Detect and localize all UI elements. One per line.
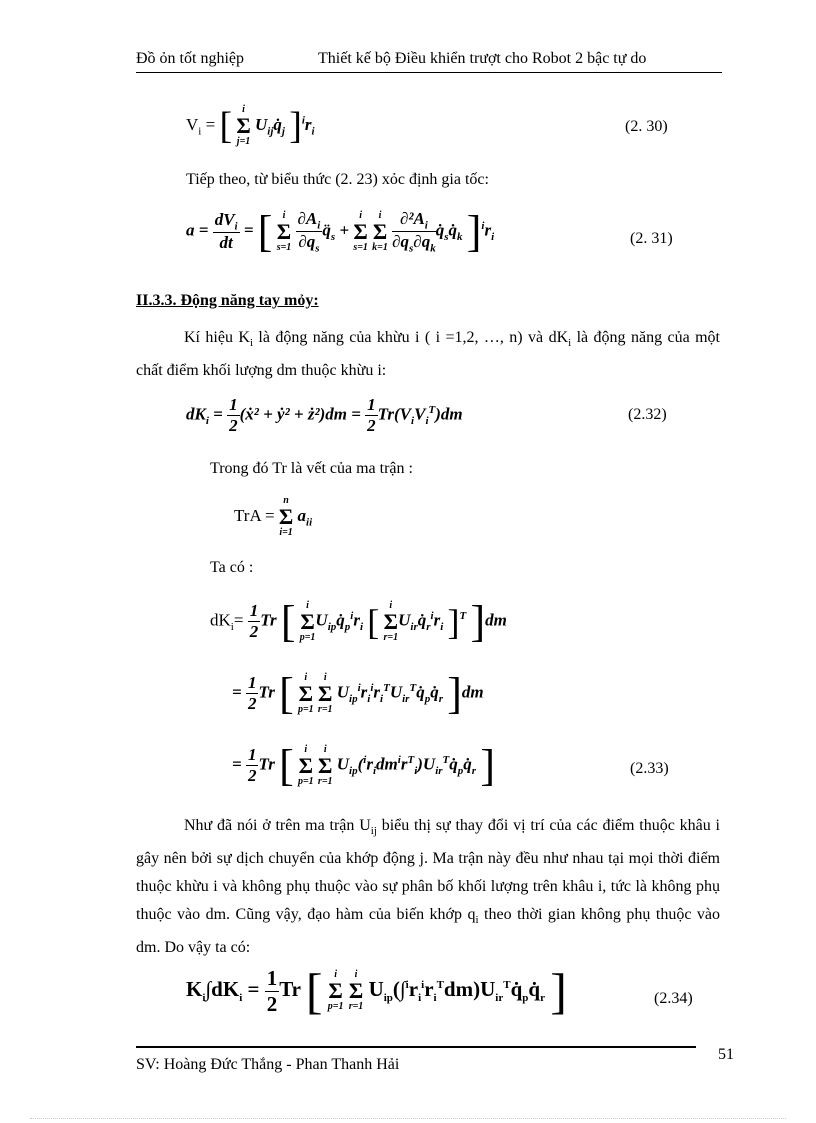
paragraph: Như đã nói ở trên ma trận $U_{ij}$ biểu thị sự thay đổi vị trí của các điểm thuộc khâu i gây nên bởi sự dịch chuyển của khớp động j. Ma trận này đều như nhau tại mọi thời điểm thuộc khừu i và không phụ thuộc vào sự phân bố khối lượng trên khâu i, tức là không phụ thuộc vào dm. Cũng vậy, đạo hàm của biến khớp $q_i$ theo thời gian không phụ thuộc vào dm. Do vậy ta có: — [136, 817, 721, 957]
page-number: 51 — [718, 1046, 734, 1063]
equation-2-33-line1: $dK_i=$ $\frac{1}{2}$ Tr [ i Σ p=1 $U_{ip}q̇_p^ir_i$ [ i Σ r=1 $U_{ir}q̇_r^ir_i$ ]$^T$ ]dm — [210, 597, 507, 646]
equation-2-33-line2: = $\frac{1}{2}$ Tr [ i Σ p=1 i Σ r=1 $U_{ip}^ir_i^ir_i^TU_{ir}^Tq̇_pq̇_r$ ]dm — [232, 669, 484, 718]
paragraph: Ta có : — [210, 559, 254, 576]
header-right: Thiết kế bộ Điều khiển trượt cho Robot 2 bậc tự do — [318, 50, 647, 67]
paragraph: Trong đó Tr là vết của ma trận : — [210, 460, 413, 477]
equation-2-30: $V_i$ = [ i Σ j=1 $U_{ij}q̇_j$ ]$^ir_i$ — [186, 104, 315, 147]
equation-2-32: $dK_i$ = $\frac{1}{2}$ (ẋ² + ẏ² + ż²)dm = $\frac{1}{2}$ $Tr(V_iV_i^T)dm$ — [186, 395, 463, 435]
footer-rule — [136, 1046, 696, 1048]
footer-authors: SV: Hoàng Đức Thắng - Phan Thanh Hải — [136, 1056, 400, 1073]
paragraph: Kí hiệu $K_i$ là động năng của khừu i ( i =1,2, …, n) và $dK_i$ là động năng của một chất điểm khối lượng dm thuộc khừu i: — [136, 329, 720, 380]
equation-2-34: $K_i\int dK_i$ = $\frac{1}{2}$ Tr [ i Σ p=1 i Σ r=1 $U_{ip}(\int^ir_i^ir_i^Tdm)U_{ir}^Tq̇_pq̇_r$ ] — [186, 963, 567, 1019]
header-left: Đồ ỏn tốt nghiệp — [136, 50, 244, 67]
page-edge-divider — [30, 1118, 786, 1119]
equation-trace: TrA = n Σ i=1 $a_{ii}$ — [234, 495, 313, 538]
equation-number: (2.33) — [630, 760, 669, 777]
equation-number: (2.34) — [654, 990, 693, 1007]
header-rule — [136, 72, 722, 73]
paragraph: Tiếp theo, từ biểu thức (2. 23) xỏc định gia tốc: — [186, 171, 489, 188]
equation-2-31: a = $\frac{dV_i}{dt}$ = [ i Σ s=1 $\frac{\partial A_i}{\partial q_s}$ $q̈_s$ + i Σ s=1 i Σ k=1 $\frac{\partial^2A_i}{\partial q_s\partial q_k}$ $q̇_sq̇_k$ ]$^ir_i$ — [186, 207, 495, 256]
section-heading: II.3.3. Động năng tay mỏy: — [136, 292, 319, 309]
equation-number: (2. 30) — [625, 118, 668, 135]
equation-number: (2. 31) — [630, 230, 673, 247]
equation-2-33-line3: = $\frac{1}{2}$ Tr [ i Σ p=1 i Σ r=1 $U_{ip}(^ir_idm^ir^T_i)U_{ir}^Tq̇_pq̇_r$ ] — [232, 741, 495, 790]
equation-number: (2.32) — [628, 406, 667, 423]
